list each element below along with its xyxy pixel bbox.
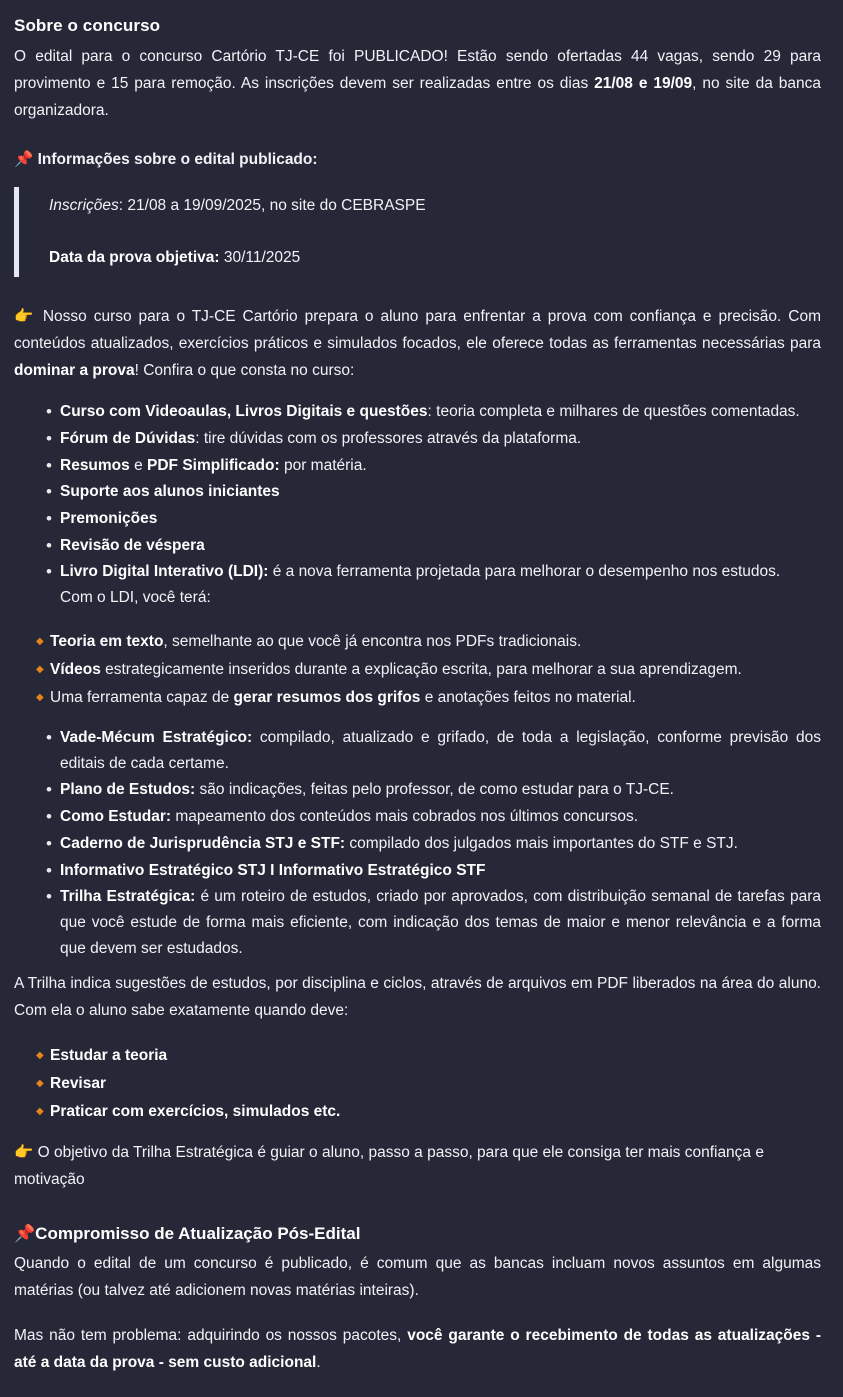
feature-label: Trilha Estratégica: (60, 888, 196, 906)
commitment-heading (14, 1222, 821, 1247)
feature-label: Premonições (60, 509, 158, 527)
feature-label: Resumos (60, 456, 130, 474)
list-item (46, 399, 821, 425)
list-item (46, 426, 821, 452)
commitment-paragraph-1: Quando o edital de um concurso é publicado, é comum que as bancas incluam novos assuntos em algumas matérias (ou talvez até adicionem novas matérias inteiras). (14, 1255, 821, 1299)
commitment-heading-label: Compromisso de Atualização Pós-Edital (35, 1224, 361, 1244)
feature-label: Revisão de véspera (60, 536, 205, 554)
intro-text-part2: , no site da banca organizadora. (14, 74, 821, 119)
course-features-list-2 (14, 725, 821, 961)
commitment-p2-bold: você garante o recebimento de todas as atualizações - até a data da prova - sem custo adicional (14, 1326, 821, 1371)
feature-label: Como Estudar: (60, 808, 172, 826)
feature-label: Caderno de Jurisprudência STJ e STF: (60, 834, 346, 852)
edital-info-heading (14, 147, 821, 173)
ldi-feature-label: Teoria em texto (50, 632, 164, 650)
feature-text: é a nova ferramenta projetada para melhorar o desempenho nos estudos. (268, 563, 781, 581)
feature-text: : teoria completa e milhares de questões comentadas. (427, 403, 800, 421)
list-item (36, 1099, 821, 1125)
ldi-feature-text: e anotações feitos no material. (420, 688, 636, 706)
list-item (46, 831, 821, 857)
pointing-finger-icon: 👉 (14, 1143, 34, 1162)
list-item (36, 629, 821, 655)
commitment-p2-part2: . (316, 1353, 321, 1371)
ldi-feature-pre: Uma ferramenta capaz de (50, 688, 234, 706)
feature-text: por matéria. (279, 456, 367, 474)
list-item (46, 479, 821, 505)
ldi-feature-label: Vídeos (50, 660, 101, 678)
list-item (36, 685, 821, 711)
ldi-feature-text: estrategicamente inseridos durante a explicação escrita, para melhorar a sua aprendizagem. (100, 660, 742, 678)
list-item (46, 533, 821, 559)
intro-text-part1: O edital para o concurso Cartório TJ-CE foi PUBLICADO! Estão sendo ofertadas 44 vagas, sendo 29 para provimento e 15 para remoção. As inscrições devem ser realizadas entre os dias (14, 47, 821, 92)
pointing-finger-icon: 👉 (14, 307, 36, 326)
list-item (36, 657, 821, 683)
feature-mid: e (129, 456, 148, 474)
feature-label-2: PDF Simplificado: (147, 456, 280, 474)
list-item (46, 559, 821, 610)
feature-label: Fórum de Dúvidas (60, 429, 196, 447)
feature-text: é um roteiro de estudos, criado por aprovados, com distribuição semanal de tarefas para que você estude de forma mais eficiente, com indicação dos temas de maior e menor relevância e a forma que devem ser estudados. (60, 888, 821, 957)
edital-info-heading-label: Informações sobre o edital publicado: (37, 150, 318, 168)
list-item (46, 777, 821, 803)
trilha-objective-text: O objetivo da Trilha Estratégica é guiar o aluno, passo a passo, para que ele consiga ter mais confiança e motivação (14, 1144, 764, 1189)
trilha-step-label: Revisar (50, 1075, 107, 1093)
prova-date-value: 30/11/2025 (219, 248, 301, 266)
feature-text: mapeamento dos conteúdos mais cobrados nos últimos concursos. (171, 808, 639, 826)
course-intro-paragraph (14, 303, 821, 385)
feature-label: Livro Digital Interativo (LDI): (60, 563, 269, 581)
prova-date-line (49, 245, 821, 271)
trilha-steps-list (14, 1043, 821, 1125)
course-intro-bold: dominar a prova (14, 362, 135, 380)
page-title: Sobre o concurso (14, 16, 161, 35)
trilha-step-label: Estudar a teoria (50, 1047, 168, 1065)
trilha-objective-paragraph (14, 1139, 821, 1194)
commitment-p2-part1: Mas não tem problema: adquirindo os nossos pacotes, (14, 1326, 408, 1344)
prova-date-label: Data da prova objetiva: (49, 248, 220, 266)
trilha-step-label: Praticar com exercícios, simulados etc. (50, 1103, 341, 1121)
feature-label: Vade-Mécum Estratégico: (60, 728, 253, 746)
list-item (46, 804, 821, 830)
list-item (46, 453, 821, 479)
pushpin-icon: 📌 (14, 149, 34, 168)
feature-text: são indicações, feitas pelo professor, de como estudar para o TJ-CE. (195, 781, 674, 799)
feature-label: Informativo Estratégico STJ I Informativo Estratégico STF (60, 861, 486, 879)
intro-dates: 21/08 e 19/09 (594, 74, 693, 92)
inscricoes-label: Inscrições (49, 196, 119, 214)
pushpin-icon: 📌 (14, 1224, 36, 1245)
list-item (36, 1071, 821, 1097)
list-item (36, 1043, 821, 1069)
edital-details-blockquote (14, 187, 821, 278)
course-features-list (14, 399, 821, 611)
list-item (46, 858, 821, 884)
list-item (46, 725, 821, 776)
feature-subline: Com o LDI, você terá: (60, 589, 211, 607)
intro-paragraph (14, 44, 821, 125)
ldi-features-list (14, 629, 821, 711)
feature-text: compilado, atualizado e grifado, de toda a legislação, conforme previsão dos editais de cada certame. (60, 728, 821, 772)
feature-label: Suporte aos alunos iniciantes (60, 483, 280, 501)
inscricoes-line (49, 193, 821, 219)
ldi-feature-label: gerar resumos dos grifos (233, 688, 421, 706)
feature-label: Plano de Estudos: (60, 781, 196, 799)
course-intro-part2: ! Confira o que consta no curso: (134, 362, 355, 380)
feature-text: compilado dos julgados mais importantes do STF e STJ. (345, 834, 738, 852)
course-intro-part1: Nosso curso para o TJ-CE Cartório prepara o aluno para enfrentar a prova com confiança e precisão. Com conteúdos atualizados, exercícios práticos e simulados focados, ele oferece todas as ferramentas necessárias para (14, 308, 821, 353)
feature-text: : tire dúvidas com os professores através da plataforma. (195, 429, 582, 447)
feature-label: Curso com Videoaulas, Livros Digitais e questões (60, 403, 428, 421)
inscricoes-value: : 21/08 a 19/09/2025, no site do CEBRASPE (118, 196, 426, 214)
ldi-feature-text: , semelhante ao que você já encontra nos PDFs tradicionais. (163, 632, 582, 650)
list-item (46, 884, 821, 961)
commitment-paragraph-2 (14, 1323, 821, 1377)
list-item (46, 506, 821, 532)
trilha-description: A Trilha indica sugestões de estudos, por disciplina e ciclos, através de arquivos em PDF liberados na área do aluno. Com ela o aluno sabe exatamente quando deve: (14, 975, 821, 1020)
